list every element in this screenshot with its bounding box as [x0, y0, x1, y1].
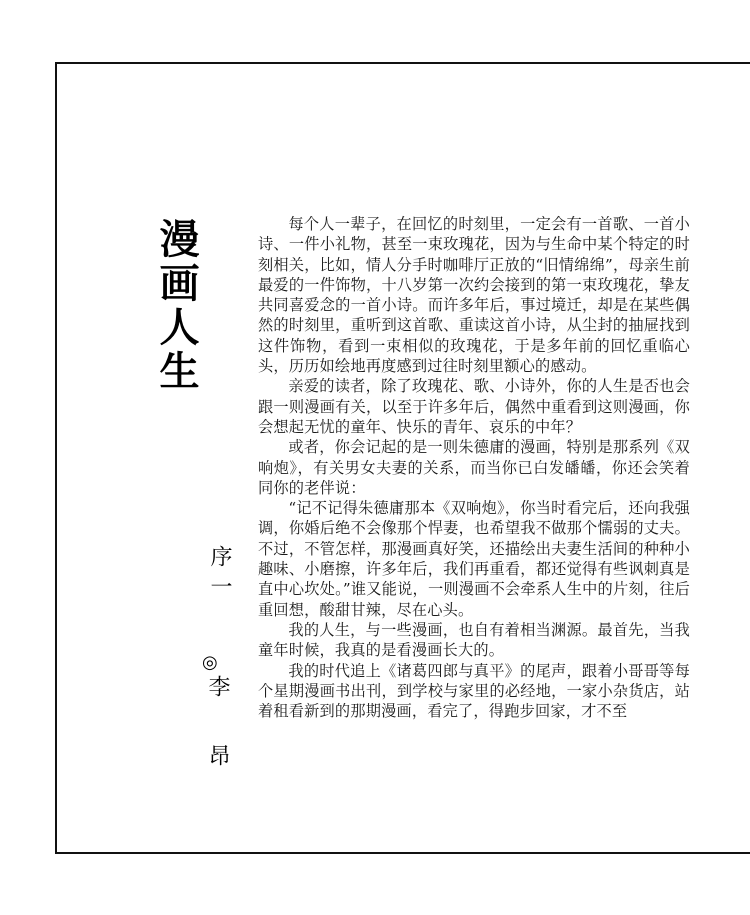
paragraph: 我的时代追上《诸葛四郎与真平》的尾声，跟着小哥哥等每个星期漫画书出刊，到学校与家里的必经地，一家小杂货店，站着租看新到的那期漫画，看完了，得跑步回家，才不至 — [258, 661, 690, 721]
paragraph: “记不记得朱德庸那本《双响炮》，你当时看完后，还向我强调，你婚后绝不会像那个悍妻，也希望我不做那个懦弱的丈夫。不过，不管怎样，那漫画真好笑，还描绘出夫妻生活间的种种小趣味、小磨擦，许多年后，我们再重看，都还觉得有些讽刺真是直中心坎处。”谁又能说，一则漫画不会牵系人生中的片刻，往后重回想，酸甜甘辣，尽在心头。 — [258, 499, 690, 619]
author-name: 李 昂 — [205, 675, 230, 786]
paragraph: 每个人一辈子，在回忆的时刻里，一定会有一首歌、一首小诗、一件小礼物，甚至一束玫瑰花，因为与生命中某个特定的时刻相关，比如，情人分手时咖啡厅正放的“旧情绵绵”，母亲生前最爱的一件饰物，十八岁第一次约会接到的第一束玫瑰花，挚友共同喜爱念的一首小诗。而许多年后，事过境迁，却是在某些偶然的时刻里，重听到这首歌、重读这首小诗，从尘封的抽屉找到这件饰物，看到一束相似的玫瑰花，于是多年前的回忆重临心头，历历如绘地再度感到过往时刻里额心的感动。 — [258, 215, 690, 376]
author-block — [202, 652, 232, 786]
paragraph: 或者，你会记起的是一则朱德庸的漫画，特别是那系列《双响炮》，有关男女夫妻的关系，而当你已白发皤皤，你还会笑着同你的老伴说： — [258, 438, 690, 497]
paragraph: 我的人生，与一些漫画，也自有着相当渊源。最首先，当我童年时候，我真的是看漫画长大的。 — [258, 620, 690, 660]
author-mark-icon: ◎ — [202, 652, 218, 673]
article-body — [258, 214, 690, 721]
book-title: 漫画人生 — [153, 218, 199, 394]
paragraph: 亲爱的读者，除了玫瑰花、歌、小诗外，你的人生是否也会跟一则漫画有关，以至于许多年后，偶然中重看到这则漫画，你会想起无忧的童年、快乐的青年、哀乐的中年？ — [258, 377, 690, 436]
section-label: 序一 — [207, 545, 232, 605]
